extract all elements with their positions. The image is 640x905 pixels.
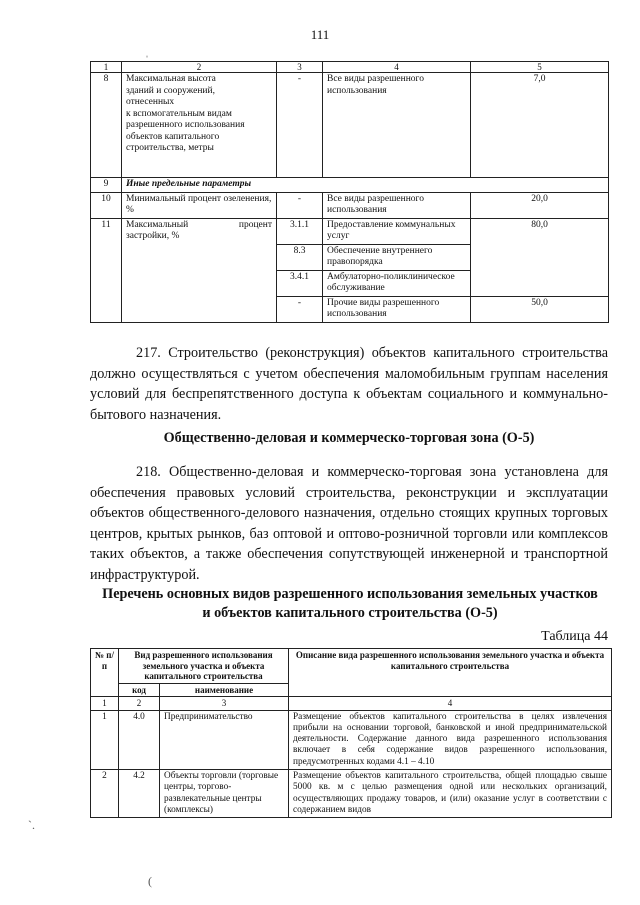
list-heading: Перечень основных видов разрешенного использования земельных участков и объектов капитального строительства (О-5) bbox=[102, 586, 598, 621]
use-code: 4.0 bbox=[119, 710, 160, 769]
scan-artifact: ˌ bbox=[145, 44, 149, 58]
use-type: Амбулаторно-поликлиническое обслуживание bbox=[323, 270, 471, 296]
name-line: разрешенного использования bbox=[126, 120, 245, 130]
use-type: Прочие виды разрешенного использования bbox=[323, 296, 471, 322]
param-name: Минимальный процент озеленения, % bbox=[122, 192, 277, 218]
table-row bbox=[91, 769, 612, 817]
row-number: 10 bbox=[91, 192, 122, 218]
use-name: Предпринимательство bbox=[160, 710, 289, 769]
row-number: 8 bbox=[91, 73, 122, 178]
use-description: Размещение объектов капитального строительства, общей площадью свыше 5000 кв. м с целью размещения одной или нескольких организаций, осуществляющих продажу товаров, и (или) оказание услуг в соответствии с содержанием видов bbox=[289, 769, 612, 817]
name-line: объектов капитального bbox=[126, 131, 220, 142]
param-value: 80,0 bbox=[471, 218, 609, 296]
parameters-table bbox=[90, 61, 609, 323]
paragraph-217: 217. Строительство (реконструкция) объектов капитального строительства должно осуществляться с учетом обеспечения маломобильным группам населения условий для беспрепятственного доступа к объектам социального и коммунально-бытового назначения. bbox=[90, 345, 608, 423]
column-number: 1 bbox=[91, 697, 119, 711]
row-number: 1 bbox=[91, 710, 119, 769]
name-line: Максимальная высота bbox=[126, 74, 216, 84]
section-heading: Иные предельные параметры bbox=[122, 178, 609, 193]
use-code: 3.1.1 bbox=[277, 218, 323, 244]
header-cell: 3 bbox=[277, 62, 323, 73]
column-number: 4 bbox=[289, 697, 612, 711]
param-name bbox=[122, 73, 277, 178]
column-numbers-row bbox=[91, 697, 612, 711]
param-value: 20,0 bbox=[471, 192, 609, 218]
use-description: Размещение объектов капитального строительства в целях извлечения прибыли на основании торговой, банковской и иной предпринимательской деятельности. Содержание данного вида разрешенного использования включает в себя содержание видов разрешенного использования, предусмотренных кодами 4.1 – 4.10 bbox=[289, 710, 612, 769]
param-name bbox=[122, 218, 277, 322]
header-type: Вид разрешенного использования земельного участка и объекта капитального строительства bbox=[119, 649, 289, 684]
table-row bbox=[91, 73, 609, 178]
table-header-row bbox=[91, 62, 609, 73]
table-row bbox=[91, 218, 609, 244]
permitted-uses-table bbox=[90, 648, 612, 818]
scan-artifact: ˋ. bbox=[28, 818, 35, 832]
table-caption: Таблица 44 bbox=[541, 629, 608, 644]
header-desc: Описание вида разрешенного использования земельного участка и объекта капитального строительства bbox=[289, 649, 612, 697]
use-code: 4.2 bbox=[119, 769, 160, 817]
table-header-row bbox=[91, 649, 612, 684]
paragraph-218: 218. Общественно-деловая и коммерческо-торговая зона установлена для обеспечения правовых условий строительства, реконструкции и эксплуатации объектов общественного-делового назначения, отдельно стоящих крупных торговых центров, крытых рынков, баз оптовой и оптово-розничной торговли или комплексов таких объектов, а также обеспечения сопутствующей инженерной и транспортной инфраструктурой. bbox=[90, 464, 608, 583]
name-line: к вспомогательным видам bbox=[126, 108, 232, 119]
column-number: 3 bbox=[160, 697, 289, 711]
header-name: наименование bbox=[160, 683, 289, 697]
header-cell: 5 bbox=[471, 62, 609, 73]
name-line: отнесенных bbox=[126, 97, 175, 107]
param-value: 7,0 bbox=[471, 73, 609, 178]
param-value: 50,0 bbox=[471, 296, 609, 322]
zone-heading: Общественно-деловая и коммерческо-торговая зона (О-5) bbox=[163, 430, 535, 446]
row-number: 2 bbox=[91, 769, 119, 817]
table-row bbox=[91, 178, 609, 193]
use-type: Обеспечение внутреннего правопорядка bbox=[323, 244, 471, 270]
use-code: - bbox=[277, 192, 323, 218]
header-cell: 1 bbox=[91, 62, 122, 73]
name-line: строительства, метры bbox=[126, 143, 214, 153]
use-code: - bbox=[277, 73, 323, 178]
use-code: 8.3 bbox=[277, 244, 323, 270]
header-num: № п/п bbox=[91, 649, 119, 697]
use-type: Все виды разрешенного использования bbox=[323, 192, 471, 218]
header-cell: 4 bbox=[323, 62, 471, 73]
name-line: застройки, % bbox=[126, 231, 180, 241]
page-number: 111 bbox=[310, 27, 330, 42]
use-type: Предоставление коммунальных услуг bbox=[323, 218, 471, 244]
name-line: Максимальный процент bbox=[126, 219, 272, 230]
header-code: код bbox=[119, 683, 160, 697]
use-code: - bbox=[277, 296, 323, 322]
column-number: 2 bbox=[119, 697, 160, 711]
name-line: зданий и сооружений, bbox=[126, 85, 215, 96]
table-row bbox=[91, 710, 612, 769]
scan-artifact: ( bbox=[148, 874, 152, 888]
table-row bbox=[91, 192, 609, 218]
header-cell: 2 bbox=[122, 62, 277, 73]
row-number: 9 bbox=[91, 178, 122, 193]
use-code: 3.4.1 bbox=[277, 270, 323, 296]
use-type: Все виды разрешенного использования bbox=[323, 73, 471, 178]
use-name: Объекты торговли (торговые центры, торгово-развлекательные центры (комплексы) bbox=[160, 769, 289, 817]
row-number: 11 bbox=[91, 218, 122, 322]
